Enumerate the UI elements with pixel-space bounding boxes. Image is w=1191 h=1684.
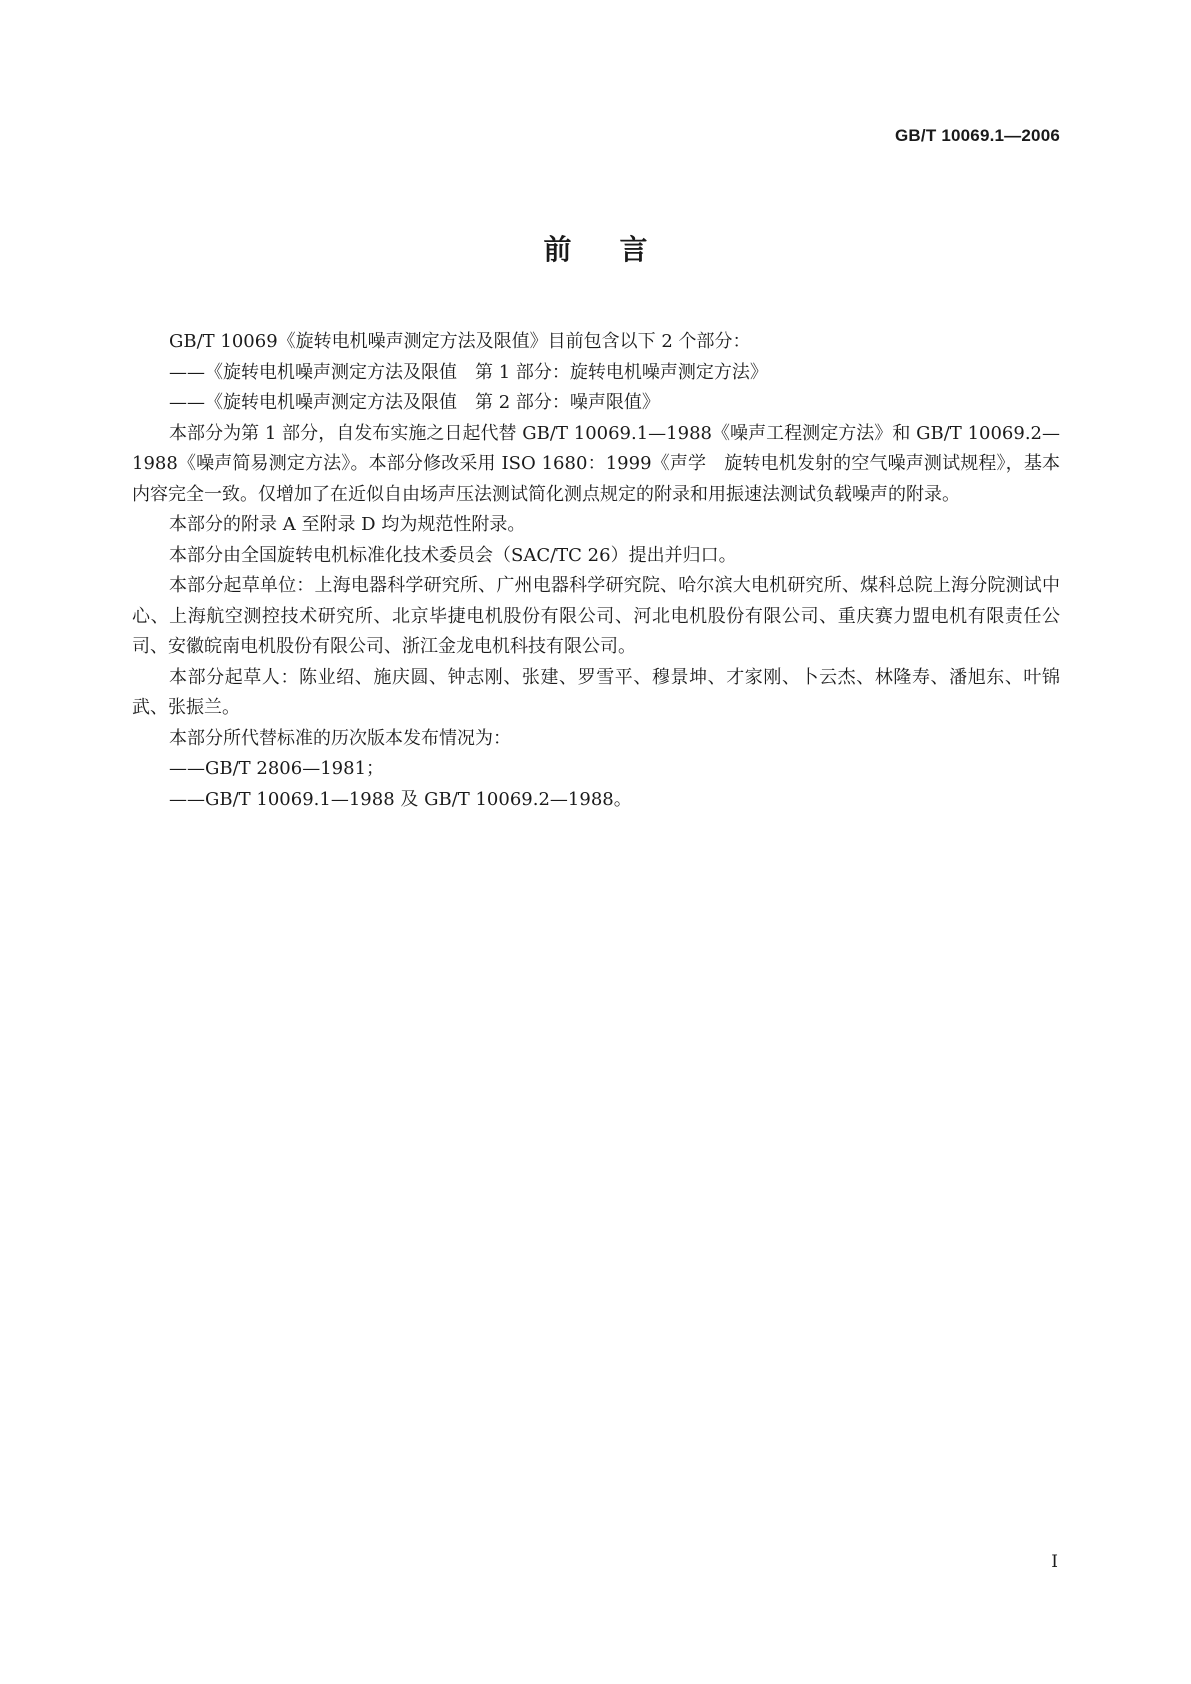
- standard-number: GB/T 10069.1—2006: [895, 126, 1060, 145]
- paragraph-drafters: 本部分起草人：陈业绍、施庆圆、钟志刚、张建、罗雪平、穆景坤、才家刚、卜云杰、林隆寿、潘旭东、叶锦武、张振兰。: [132, 666, 1060, 718]
- list-item-history-1: ——GB/T 2806—1981；: [169, 758, 385, 779]
- foreword-body: [132, 327, 1060, 815]
- page-title: 前言: [543, 233, 696, 266]
- list-item-part-2: ——《旋转电机噪声测定方法及限值 第 2 部分：噪声限值》: [169, 392, 660, 413]
- paragraph-history-intro: 本部分所代替标准的历次版本发布情况为：: [169, 727, 511, 749]
- paragraph-annexes: 本部分的附录 A 至附录 D 均为规范性附录。: [169, 514, 526, 535]
- page-number: I: [1051, 1552, 1058, 1572]
- paragraph-drafting-units: 本部分起草单位：上海电器科学研究所、广州电器科学研究院、哈尔滨大电机研究所、煤科总院上海分院测试中心、上海航空测控技术研究所、北京毕捷电机股份有限公司、河北电机股份有限公司、重庆赛力盟电机有限责任公司、安徽皖南电机股份有限公司、浙江金龙电机科技有限公司。: [132, 575, 1060, 657]
- paragraph-replacement: 本部分为第 1 部分，自发布实施之日起代替 GB/T 10069.1—1988《噪声工程测定方法》和 GB/T 10069.2—1988《噪声简易测定方法》。本部分修改采用 ISO 1680：1999《声学 旋转电机发射的空气噪声测试规程》，基本内容完全一致。仅增加了在近似自由场声压法测试简化测点规定的附录和用振速法测试负载噪声的附录。: [132, 422, 1060, 505]
- paragraph-intro: GB/T 10069《旋转电机噪声测定方法及限值》目前包含以下 2 个部分：: [169, 331, 751, 352]
- paragraph-proposer: 本部分由全国旋转电机标准化技术委员会（SAC/TC 26）提出并归口。: [169, 544, 737, 566]
- list-item-part-1: ——《旋转电机噪声测定方法及限值 第 1 部分：旋转电机噪声测定方法》: [169, 361, 768, 383]
- list-item-history-2: ——GB/T 10069.1—1988 及 GB/T 10069.2—1988。: [169, 788, 632, 810]
